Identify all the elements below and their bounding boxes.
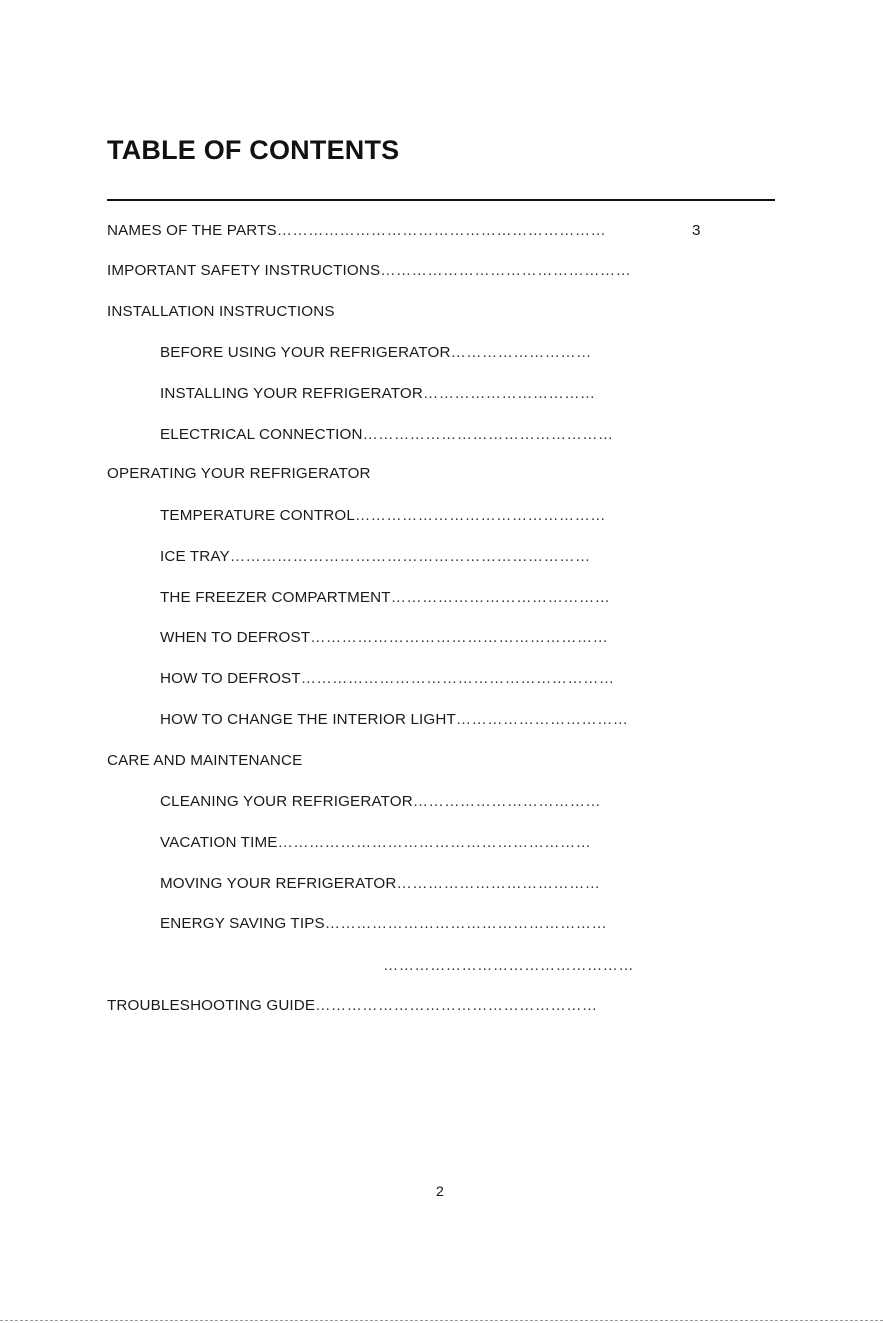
- toc-row-leader: ……………………………………………………………: [229, 548, 591, 565]
- toc-row-label: VACATION TIME: [160, 834, 278, 851]
- toc-row-leader: ………………………………………………………: [276, 222, 607, 239]
- toc-row: [107, 750, 677, 772]
- toc-row-leader: …………………………………: [396, 875, 601, 892]
- toc-row-label: CARE AND MAINTENANCE: [107, 752, 303, 769]
- toc-row: [107, 220, 677, 242]
- toc-row-leader: ………………………: [450, 344, 592, 361]
- toc-row: [160, 627, 677, 649]
- toc-row: [160, 546, 677, 568]
- page-number: 2: [436, 1183, 444, 1199]
- toc-row: [160, 709, 677, 731]
- toc-row-label: THE FREEZER COMPARTMENT: [160, 589, 391, 606]
- toc-row: [160, 342, 677, 364]
- toc-row-label: WHEN TO DEFROST: [160, 629, 311, 646]
- toc-row: [160, 832, 677, 854]
- toc-row-label: INSTALLATION INSTRUCTIONS: [107, 303, 335, 320]
- toc-row-leader: ……………………………………………………: [300, 670, 615, 687]
- toc-row-leader: ……………………………: [455, 711, 629, 728]
- toc-row-leader: ………………………………………………: [315, 997, 598, 1014]
- toc-row-page: 3: [692, 222, 701, 239]
- toc-row: [160, 587, 677, 609]
- page-title: TABLE OF CONTENTS: [107, 135, 400, 165]
- toc-row: [160, 791, 677, 813]
- toc-row-label: INSTALLING YOUR REFRIGERATOR: [160, 385, 423, 402]
- toc-row-leader: ………………………………………………: [324, 915, 608, 932]
- toc-row: [160, 668, 677, 690]
- toc-row: [160, 424, 677, 446]
- toc-row-leader: ………………………………: [412, 793, 602, 810]
- toc-row-label: BEFORE USING YOUR REFRIGERATOR: [160, 344, 451, 361]
- toc-row-leader: ……………………………………………………: [277, 834, 592, 851]
- toc-row: [160, 913, 677, 935]
- toc-row-leader: …………………………………………………: [310, 629, 609, 646]
- toc-row-label: NAMES OF THE PARTS: [107, 222, 277, 239]
- toc-row-label: ENERGY SAVING TIPS: [160, 915, 325, 932]
- toc-row: [160, 505, 677, 527]
- toc-row: [107, 995, 677, 1017]
- toc-row: [160, 873, 677, 895]
- toc-row-label: TROUBLESHOOTING GUIDE: [107, 997, 316, 1014]
- toc-row: [383, 955, 677, 977]
- toc-row-leader: ……………………………: [423, 385, 596, 402]
- toc-row: [107, 260, 677, 282]
- toc-row-leader: …………………………………………: [362, 426, 614, 443]
- toc-row: [160, 383, 677, 405]
- toc-row: [107, 463, 677, 485]
- toc-row-label: HOW TO DEFROST: [160, 670, 301, 687]
- toc-row-label: CLEANING YOUR REFRIGERATOR: [160, 793, 413, 810]
- toc-row-label: HOW TO CHANGE THE INTERIOR LIGHT: [160, 711, 456, 728]
- toc-row: [107, 301, 677, 323]
- toc-row-leader: ……………………………………: [390, 589, 611, 606]
- toc-row-label: ICE TRAY: [160, 548, 230, 565]
- toc-row-label: TEMPERATURE CONTROL: [160, 507, 355, 524]
- toc-row-leader: …………………………………………: [383, 957, 634, 974]
- toc-row-leader: …………………………………………: [380, 262, 632, 279]
- toc-row-leader: …………………………………………: [354, 507, 606, 524]
- toc-row-label: OPERATING YOUR REFRIGERATOR: [107, 465, 371, 482]
- toc-row-label: ELECTRICAL CONNECTION: [160, 426, 363, 443]
- toc-row-label: IMPORTANT SAFETY INSTRUCTIONS: [107, 262, 381, 279]
- page-edge-divider: [0, 1320, 883, 1321]
- toc-row-label: MOVING YOUR REFRIGERATOR: [160, 875, 397, 892]
